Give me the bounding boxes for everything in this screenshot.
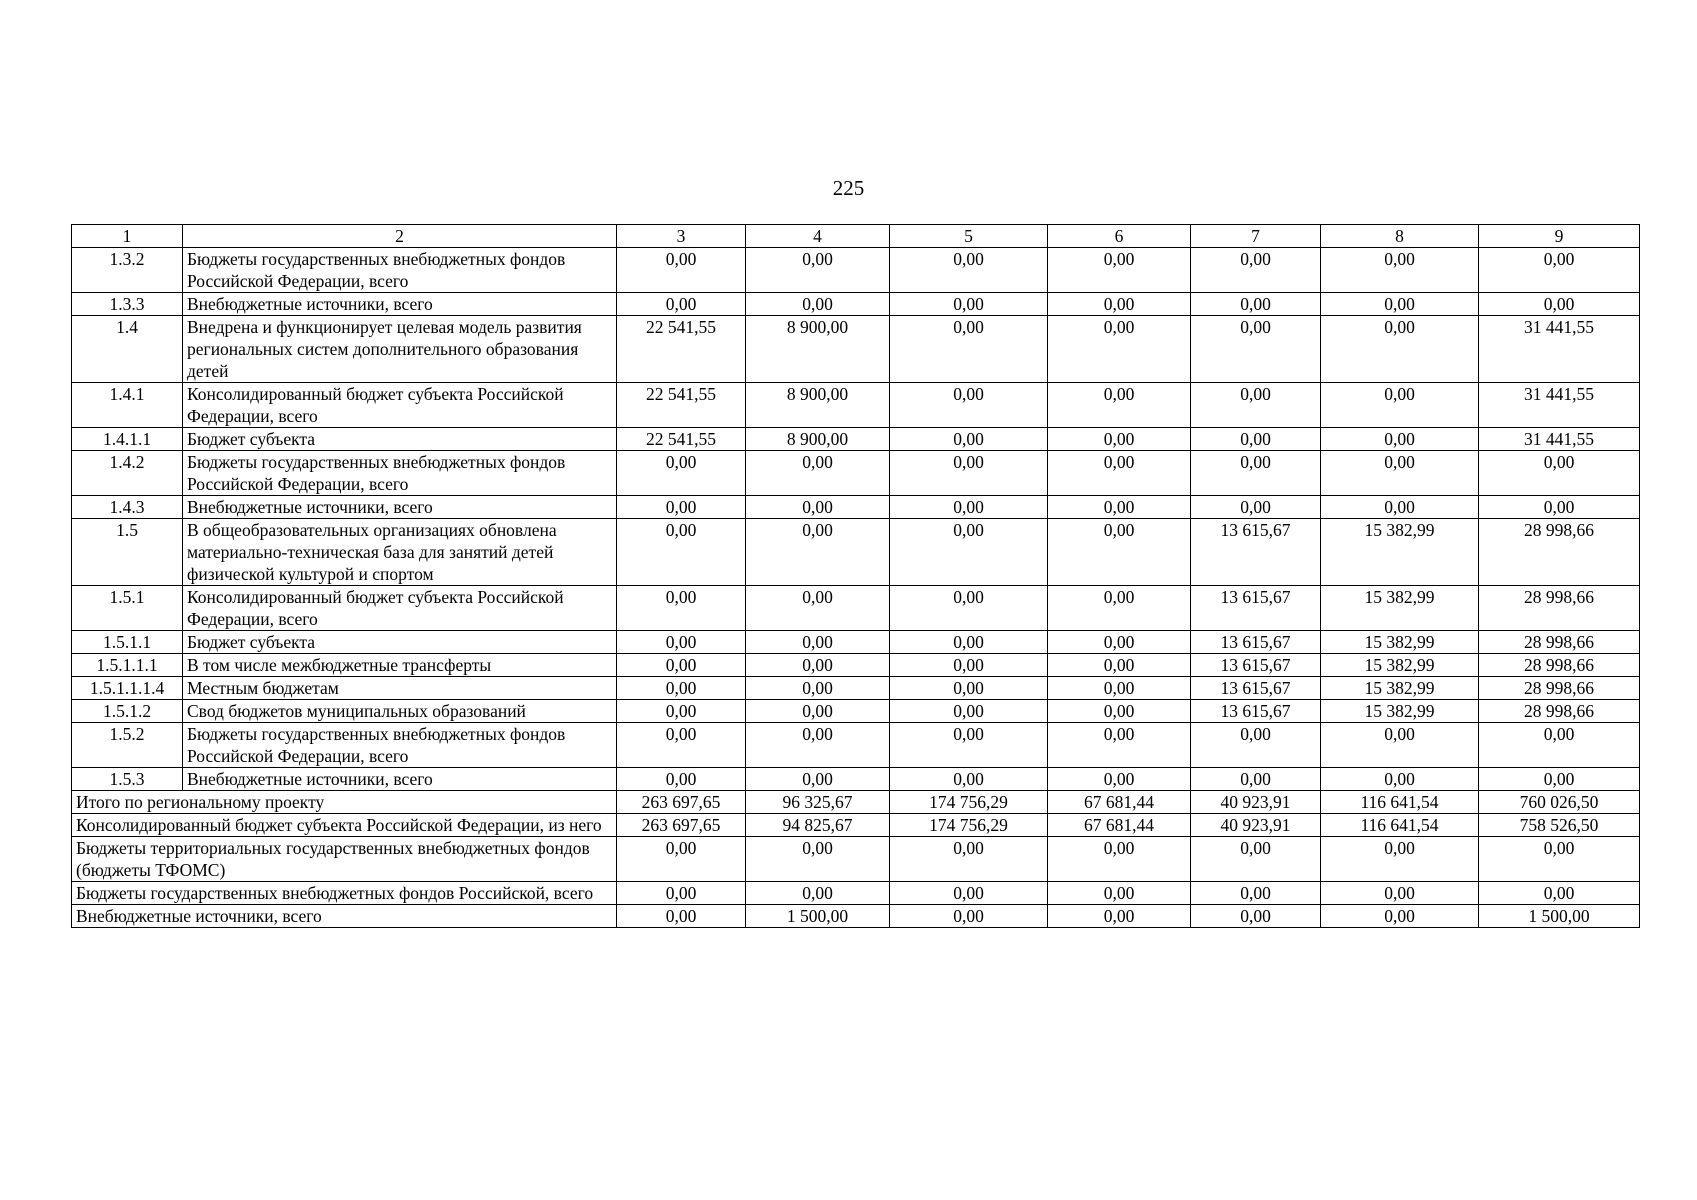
row-value: 15 382,99 xyxy=(1321,631,1479,654)
row-value: 0,00 xyxy=(746,768,890,791)
row-value: 8 900,00 xyxy=(746,428,890,451)
total-value: 0,00 xyxy=(746,882,890,905)
total-value: 0,00 xyxy=(1191,905,1321,928)
row-value: 28 998,66 xyxy=(1479,631,1640,654)
total-label: Консолидированный бюджет субъекта Российской Федерации, из него xyxy=(72,814,617,837)
row-name: Консолидированный бюджет субъекта Российской Федерации, всего xyxy=(183,586,617,631)
row-code: 1.4 xyxy=(72,316,183,383)
column-header: 1 xyxy=(72,225,183,248)
total-row xyxy=(72,814,1640,837)
total-value: 0,00 xyxy=(1321,882,1479,905)
table-row xyxy=(72,316,1640,383)
row-value: 0,00 xyxy=(617,451,746,496)
row-value: 0,00 xyxy=(890,768,1048,791)
table-row xyxy=(72,519,1640,586)
table-row xyxy=(72,496,1640,519)
total-value: 263 697,65 xyxy=(617,791,746,814)
total-value: 0,00 xyxy=(617,905,746,928)
row-value: 8 900,00 xyxy=(746,316,890,383)
total-value: 0,00 xyxy=(1479,837,1640,882)
row-value: 22 541,55 xyxy=(617,383,746,428)
row-value: 0,00 xyxy=(1048,293,1191,316)
row-value: 0,00 xyxy=(1048,519,1191,586)
row-value: 0,00 xyxy=(1191,496,1321,519)
total-value: 174 756,29 xyxy=(890,791,1048,814)
row-value: 0,00 xyxy=(1479,723,1640,768)
row-value: 0,00 xyxy=(1191,293,1321,316)
row-value: 0,00 xyxy=(890,654,1048,677)
row-value: 0,00 xyxy=(617,586,746,631)
row-value: 0,00 xyxy=(890,723,1048,768)
row-code: 1.5.1.1.1.4 xyxy=(72,677,183,700)
row-value: 0,00 xyxy=(617,700,746,723)
row-value: 0,00 xyxy=(1048,428,1191,451)
row-name: Внебюджетные источники, всего xyxy=(183,496,617,519)
row-value: 13 615,67 xyxy=(1191,677,1321,700)
row-value: 0,00 xyxy=(746,451,890,496)
column-header: 4 xyxy=(746,225,890,248)
row-value: 22 541,55 xyxy=(617,428,746,451)
table-body xyxy=(72,225,1640,928)
row-value: 0,00 xyxy=(1321,451,1479,496)
table-row xyxy=(72,700,1640,723)
row-value: 31 441,55 xyxy=(1479,383,1640,428)
total-label: Итого по региональному проекту xyxy=(72,791,617,814)
row-name: Внебюджетные источники, всего xyxy=(183,768,617,791)
row-value: 0,00 xyxy=(890,519,1048,586)
budget-table xyxy=(71,224,1640,928)
row-value: 31 441,55 xyxy=(1479,316,1640,383)
total-value: 116 641,54 xyxy=(1321,791,1479,814)
row-code: 1.5.1.1 xyxy=(72,631,183,654)
total-value: 0,00 xyxy=(1048,837,1191,882)
row-value: 0,00 xyxy=(1048,496,1191,519)
column-header: 2 xyxy=(183,225,617,248)
total-value: 0,00 xyxy=(617,837,746,882)
row-value: 0,00 xyxy=(1191,316,1321,383)
row-value: 0,00 xyxy=(890,383,1048,428)
row-value: 15 382,99 xyxy=(1321,700,1479,723)
row-value: 0,00 xyxy=(1479,768,1640,791)
row-value: 0,00 xyxy=(1321,723,1479,768)
row-value: 0,00 xyxy=(1048,316,1191,383)
row-value: 0,00 xyxy=(1048,586,1191,631)
row-value: 28 998,66 xyxy=(1479,586,1640,631)
table-row xyxy=(72,677,1640,700)
row-name: Внедрена и функционирует целевая модель развития региональных систем дополнительного образования детей xyxy=(183,316,617,383)
row-value: 0,00 xyxy=(617,768,746,791)
row-value: 15 382,99 xyxy=(1321,654,1479,677)
total-value: 0,00 xyxy=(1048,882,1191,905)
row-value: 13 615,67 xyxy=(1191,586,1321,631)
row-value: 0,00 xyxy=(617,248,746,293)
total-value: 0,00 xyxy=(890,905,1048,928)
total-label: Бюджеты территориальных государственных внебюджетных фондов (бюджеты ТФОМС) xyxy=(72,837,617,882)
row-value: 0,00 xyxy=(1048,631,1191,654)
row-value: 0,00 xyxy=(1048,248,1191,293)
total-value: 0,00 xyxy=(890,882,1048,905)
row-value: 0,00 xyxy=(1048,677,1191,700)
page-number: 225 xyxy=(832,176,865,200)
total-value: 1 500,00 xyxy=(1479,905,1640,928)
row-value: 0,00 xyxy=(1479,451,1640,496)
row-code: 1.4.3 xyxy=(72,496,183,519)
total-value: 263 697,65 xyxy=(617,814,746,837)
row-name: В общеобразовательных организациях обновлена материально-техническая база для занятий детей физической культурой и спортом xyxy=(183,519,617,586)
table-row xyxy=(72,586,1640,631)
total-value: 0,00 xyxy=(617,882,746,905)
total-value: 1 500,00 xyxy=(746,905,890,928)
total-value: 0,00 xyxy=(1321,837,1479,882)
row-name: Бюджет субъекта xyxy=(183,631,617,654)
total-row xyxy=(72,791,1640,814)
column-header: 8 xyxy=(1321,225,1479,248)
row-value: 0,00 xyxy=(890,293,1048,316)
row-value: 0,00 xyxy=(746,248,890,293)
row-code: 1.4.2 xyxy=(72,451,183,496)
row-name: Местным бюджетам xyxy=(183,677,617,700)
total-value: 0,00 xyxy=(1048,905,1191,928)
total-value: 0,00 xyxy=(1191,837,1321,882)
row-value: 31 441,55 xyxy=(1479,428,1640,451)
table-row xyxy=(72,451,1640,496)
row-value: 0,00 xyxy=(746,677,890,700)
row-code: 1.5 xyxy=(72,519,183,586)
total-value: 0,00 xyxy=(1191,882,1321,905)
row-value: 22 541,55 xyxy=(617,316,746,383)
column-header: 9 xyxy=(1479,225,1640,248)
row-code: 1.5.1 xyxy=(72,586,183,631)
row-name: В том числе межбюджетные трансферты xyxy=(183,654,617,677)
row-value: 0,00 xyxy=(1048,700,1191,723)
row-value: 15 382,99 xyxy=(1321,586,1479,631)
row-name: Бюджеты государственных внебюджетных фондов Российской Федерации, всего xyxy=(183,723,617,768)
row-value: 0,00 xyxy=(1321,768,1479,791)
total-row xyxy=(72,837,1640,882)
column-header: 3 xyxy=(617,225,746,248)
row-value: 0,00 xyxy=(617,293,746,316)
row-value: 28 998,66 xyxy=(1479,700,1640,723)
row-value: 0,00 xyxy=(617,631,746,654)
row-code: 1.4.1 xyxy=(72,383,183,428)
row-value: 0,00 xyxy=(746,293,890,316)
column-header: 6 xyxy=(1048,225,1191,248)
row-value: 0,00 xyxy=(890,316,1048,383)
row-value: 0,00 xyxy=(890,586,1048,631)
row-value: 0,00 xyxy=(746,654,890,677)
row-value: 0,00 xyxy=(890,631,1048,654)
row-value: 0,00 xyxy=(890,496,1048,519)
row-value: 0,00 xyxy=(617,654,746,677)
row-value: 0,00 xyxy=(1191,451,1321,496)
row-value: 28 998,66 xyxy=(1479,519,1640,586)
row-value: 0,00 xyxy=(890,677,1048,700)
row-name: Внебюджетные источники, всего xyxy=(183,293,617,316)
row-value: 0,00 xyxy=(1321,496,1479,519)
row-value: 0,00 xyxy=(1479,248,1640,293)
row-value: 0,00 xyxy=(617,677,746,700)
row-name: Бюджеты государственных внебюджетных фондов Российской Федерации, всего xyxy=(183,451,617,496)
row-value: 0,00 xyxy=(1191,383,1321,428)
row-value: 15 382,99 xyxy=(1321,677,1479,700)
row-name: Свод бюджетов муниципальных образований xyxy=(183,700,617,723)
row-value: 0,00 xyxy=(1048,383,1191,428)
row-value: 0,00 xyxy=(1048,451,1191,496)
row-value: 0,00 xyxy=(1191,428,1321,451)
total-value: 40 923,91 xyxy=(1191,814,1321,837)
row-value: 28 998,66 xyxy=(1479,677,1640,700)
total-row xyxy=(72,905,1640,928)
table-row xyxy=(72,723,1640,768)
total-value: 67 681,44 xyxy=(1048,814,1191,837)
total-value: 758 526,50 xyxy=(1479,814,1640,837)
row-name: Консолидированный бюджет субъекта Российской Федерации, всего xyxy=(183,383,617,428)
row-value: 0,00 xyxy=(1048,768,1191,791)
row-value: 0,00 xyxy=(1321,428,1479,451)
row-value: 13 615,67 xyxy=(1191,631,1321,654)
total-value: 760 026,50 xyxy=(1479,791,1640,814)
row-name: Бюджет субъекта xyxy=(183,428,617,451)
row-value: 0,00 xyxy=(1048,654,1191,677)
row-value: 0,00 xyxy=(1191,248,1321,293)
row-value: 0,00 xyxy=(1321,248,1479,293)
total-value: 0,00 xyxy=(890,837,1048,882)
row-code: 1.5.2 xyxy=(72,723,183,768)
row-value: 0,00 xyxy=(890,700,1048,723)
table-row xyxy=(72,428,1640,451)
row-code: 1.5.1.1.1 xyxy=(72,654,183,677)
row-value: 0,00 xyxy=(1048,723,1191,768)
row-value: 13 615,67 xyxy=(1191,700,1321,723)
row-code: 1.5.1.2 xyxy=(72,700,183,723)
header-row xyxy=(72,225,1640,248)
row-code: 1.3.2 xyxy=(72,248,183,293)
total-value: 96 325,67 xyxy=(746,791,890,814)
table-row xyxy=(72,654,1640,677)
row-value: 0,00 xyxy=(1321,383,1479,428)
table-row xyxy=(72,631,1640,654)
row-value: 0,00 xyxy=(746,700,890,723)
row-value: 0,00 xyxy=(890,428,1048,451)
row-value: 0,00 xyxy=(617,496,746,519)
row-value: 0,00 xyxy=(746,723,890,768)
table-row xyxy=(72,248,1640,293)
row-value: 13 615,67 xyxy=(1191,519,1321,586)
row-value: 0,00 xyxy=(1191,768,1321,791)
total-value: 0,00 xyxy=(1479,882,1640,905)
row-value: 0,00 xyxy=(1479,293,1640,316)
total-value: 94 825,67 xyxy=(746,814,890,837)
row-value: 28 998,66 xyxy=(1479,654,1640,677)
row-value: 0,00 xyxy=(617,519,746,586)
total-value: 116 641,54 xyxy=(1321,814,1479,837)
row-value: 0,00 xyxy=(890,248,1048,293)
row-value: 0,00 xyxy=(617,723,746,768)
row-value: 13 615,67 xyxy=(1191,654,1321,677)
row-value: 0,00 xyxy=(1191,723,1321,768)
total-row xyxy=(72,882,1640,905)
table-row xyxy=(72,383,1640,428)
row-value: 0,00 xyxy=(1321,293,1479,316)
row-value: 0,00 xyxy=(1321,316,1479,383)
row-code: 1.5.3 xyxy=(72,768,183,791)
total-value: 0,00 xyxy=(1321,905,1479,928)
total-value: 67 681,44 xyxy=(1048,791,1191,814)
table-row xyxy=(72,293,1640,316)
total-value: 40 923,91 xyxy=(1191,791,1321,814)
row-name: Бюджеты государственных внебюджетных фондов Российской Федерации, всего xyxy=(183,248,617,293)
total-value: 0,00 xyxy=(746,837,890,882)
row-value: 0,00 xyxy=(746,519,890,586)
total-label: Внебюджетные источники, всего xyxy=(72,905,617,928)
row-value: 8 900,00 xyxy=(746,383,890,428)
table-row xyxy=(72,768,1640,791)
row-value: 0,00 xyxy=(746,496,890,519)
row-code: 1.3.3 xyxy=(72,293,183,316)
total-label: Бюджеты государственных внебюджетных фондов Российской, всего xyxy=(72,882,617,905)
row-value: 0,00 xyxy=(890,451,1048,496)
row-value: 0,00 xyxy=(1479,496,1640,519)
row-code: 1.4.1.1 xyxy=(72,428,183,451)
total-value: 174 756,29 xyxy=(890,814,1048,837)
row-value: 15 382,99 xyxy=(1321,519,1479,586)
row-value: 0,00 xyxy=(746,586,890,631)
column-header: 5 xyxy=(890,225,1048,248)
column-header: 7 xyxy=(1191,225,1321,248)
row-value: 0,00 xyxy=(746,631,890,654)
